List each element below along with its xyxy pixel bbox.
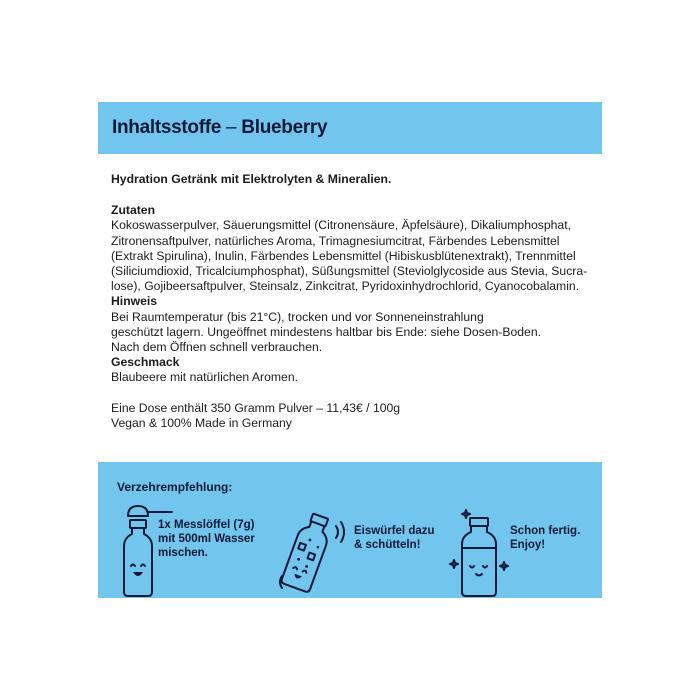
step-3-line: Schon fertig. xyxy=(510,525,581,537)
hinweis-line: Bei Raumtemperatur (bis 21°C), trocken und vor Sonneneinstrahlung xyxy=(111,309,484,324)
info-line: Eine Dose enthält 350 Gramm Pulver – 11,43€ / 100g xyxy=(111,400,401,415)
step-2-text xyxy=(354,524,435,552)
zutaten-heading: Zutaten xyxy=(111,203,156,218)
happy-bottle-icon xyxy=(450,502,510,592)
step-3-text xyxy=(510,524,580,552)
step-1-line: mischen. xyxy=(158,547,208,559)
zutaten-line: (Siliciumdioxid, Tricalciumphosphat), Süßungsmittel (Steviolglycoside aus Stevia, Sucra- xyxy=(111,264,588,279)
info-line: Vegan & 100% Made in Germany xyxy=(111,415,292,430)
title-main: Inhaltsstoffe xyxy=(112,117,222,138)
title-dash: – xyxy=(221,117,242,138)
product-subtitle: Hydration Getränk mit Elektrolyten & Mineralien. xyxy=(111,172,392,186)
step-1-line: mit 500ml Wasser xyxy=(158,533,255,545)
ingredients-content xyxy=(111,172,601,431)
step-2-line: Eiswürfel dazu xyxy=(354,525,435,537)
zutaten-line: (Extrakt Spirulina), Inulin, Färbendes Lebensmittel (Hibiskusblütenextrakt), Trennmittel xyxy=(111,248,576,263)
recommendation-label: Verzehrempfehlung: xyxy=(117,480,233,494)
recommendation-band xyxy=(98,462,602,598)
zutaten-line: Zitronensaftpulver, natürliches Aroma, Trimagnesiumcitrat, Färbendes Lebensmittel xyxy=(111,233,560,248)
step-1-line: 1x Messlöffel (7g) xyxy=(158,519,255,531)
shaking-bottle-icon xyxy=(278,506,348,596)
step-3-line: Enjoy! xyxy=(510,539,546,551)
hinweis-line: Nach dem Öffnen schnell verbrauchen. xyxy=(111,340,323,355)
zutaten-line: Kokoswasserpulver, Säuerungsmittel (Citronensäure, Äpfelsäure), Dikaliumphosphat, xyxy=(111,218,571,233)
geschmack-text: Blaubeere mit natürlichen Aromen. xyxy=(111,370,298,385)
hinweis-heading: Hinweis xyxy=(111,294,158,309)
page-title xyxy=(112,117,327,139)
header-band xyxy=(98,102,602,154)
hinweis-line: geschützt lagern. Ungeöffnet mindestens haltbar bis Ende: siehe Dosen-Boden. xyxy=(111,324,541,339)
step-1-text xyxy=(158,518,255,560)
zutaten-line: lose), Gojibeersaftpulver, Steinsalz, Zinkcitrat, Pyridoxinhydrochlorid, Cyanocobalamin. xyxy=(111,279,580,294)
geschmack-heading: Geschmack xyxy=(111,355,180,370)
title-flavor: Blueberry xyxy=(241,117,328,138)
spacer xyxy=(111,386,601,401)
step-2-line: & schütteln! xyxy=(354,539,421,551)
